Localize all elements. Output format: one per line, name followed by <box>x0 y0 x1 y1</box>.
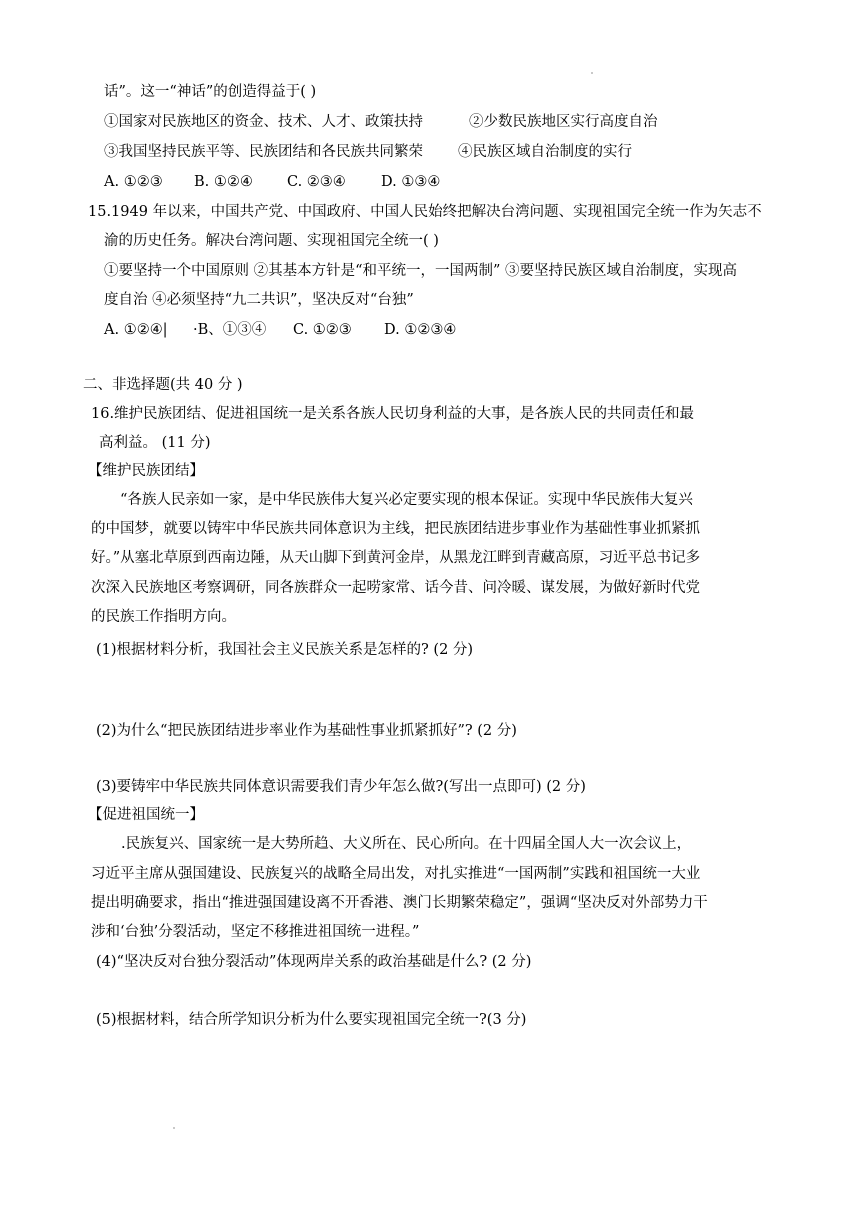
q16-subquestion-4: (4)“坚决反对台独分裂活动”体现两岸关系的政治基础是什么? (2 分) <box>96 954 532 970</box>
q14-option-d: D. ①③④ <box>381 174 441 190</box>
q16-subquestion-2: (2)为什么“把民族团结进步率业作为基础性事业抓紧抓好”? (2 分) <box>96 723 517 739</box>
q16-subquestion-1: (1)根据材料分析，我国社会主义民族关系是怎样的? (2 分) <box>96 642 474 658</box>
scan-speck <box>173 1127 175 1129</box>
q16-stem-line-2: 高利益。 (11 分) <box>99 435 211 451</box>
q16-material-2-line-1: .民族复兴、国家统一是大势所趋、大义所在、民心所向。在十四届全国人大一次会议上， <box>121 836 692 852</box>
q15-option-d: D. ①②③④ <box>384 322 457 338</box>
q14-statement-3: ③我国坚持民族平等、民族团结和各民族共同繁荣 <box>104 144 423 160</box>
scan-speck <box>591 72 593 74</box>
q15-stem-line-1: 15.1949 年以来，中国共产党、中国政府、中国人民始终把解决台湾问题、实现祖国完全统一作为矢志不 <box>88 204 762 220</box>
q16-subquestion-3: (3)要铸牢中华民族共同体意识需要我们青少年怎么做?(写出一点即可) (2 分) <box>96 779 586 795</box>
q16-material-2-line-3: 提出明确要求，指出“推进强国建设离不开香港、澳门长期繁荣稳定”，强调“坚决反对外部势力干 <box>91 895 708 911</box>
q15-option-c: C. ①②③ <box>293 322 352 338</box>
q16-stem-line-1: 16.维护民族团结、促进祖国统一是关系各族人民切身利益的大事，是各族人民的共同责任和最 <box>91 406 695 422</box>
q15-statements-line-1: ①要坚持一个中国原则 ②其基本方针是“和平统一，一国两制” ③要坚持民族区域自治制度，实现高 <box>104 263 738 279</box>
q16-material-2-line-4: 涉和‘台独’分裂活动，坚定不移推进祖国统一进程。” <box>91 924 420 940</box>
q16-material-1-line-1: “各族人民亲如一家，是中华民族伟大复兴必定要实现的根本保证。实现中华民族伟大复兴 <box>120 492 693 508</box>
q14-option-b: B. ①②④ <box>194 174 253 190</box>
q14-statement-2: ②少数民族地区实行高度自治 <box>469 114 658 130</box>
q15-statements-line-2: 度自治 ④必须坚持“九二共识”，坚决反对“台独” <box>104 292 414 308</box>
section-2-heading: 二、非选择题(共 40 分 ) <box>83 377 243 393</box>
q16-subquestion-5: (5)根据材料，结合所学知识分析为什么要实现祖国完全统一?(3 分) <box>96 1012 527 1028</box>
q14-option-c: C. ②③④ <box>287 174 346 190</box>
q14-statement-4: ④民族区域自治制度的实行 <box>458 144 632 160</box>
q16-material-1-line-4: 次深入民族地区考察调研，同各族群众一起唠家常、话今昔、问冷暖、谋发展，为做好新时代党 <box>91 580 700 596</box>
q16-part1-title: 【维护民族团结】 <box>88 463 204 479</box>
q14-statement-1: ①国家对民族地区的资金、技术、人才、政策扶持 <box>104 114 423 130</box>
q16-material-1-line-3: 好。”从塞北草原到西南边陲，从天山脚下到黄河金岸，从黑龙江畔到青藏高原，习近平总书记多 <box>91 550 701 566</box>
q14-option-a: A. ①②③ <box>104 174 163 190</box>
q15-option-b: ·B、①③④ <box>193 322 267 338</box>
q15-stem-line-2: 渝的历史任务。解决台湾问题、实现祖国完全统一( ) <box>104 233 439 249</box>
q16-part2-title: 【促进祖国统一】 <box>88 807 204 823</box>
q16-material-1-line-2: 的中国梦，就要以铸牢中华民族共同体意识为主线，把民族团结进步事业作为基础性事业抓紧抓 <box>91 521 700 537</box>
q15-option-a: A. ①②④| <box>104 322 168 338</box>
q14-stem-tail: 话”。这一“神话”的创造得益于( ) <box>104 84 317 100</box>
q16-material-2-line-2: 习近平主席从强国建设、民族复兴的战略全局出发，对扎实推进“一国两制”实践和祖国统一大业 <box>91 866 701 882</box>
q16-material-1-line-5: 的民族工作指明方向。 <box>91 609 236 625</box>
